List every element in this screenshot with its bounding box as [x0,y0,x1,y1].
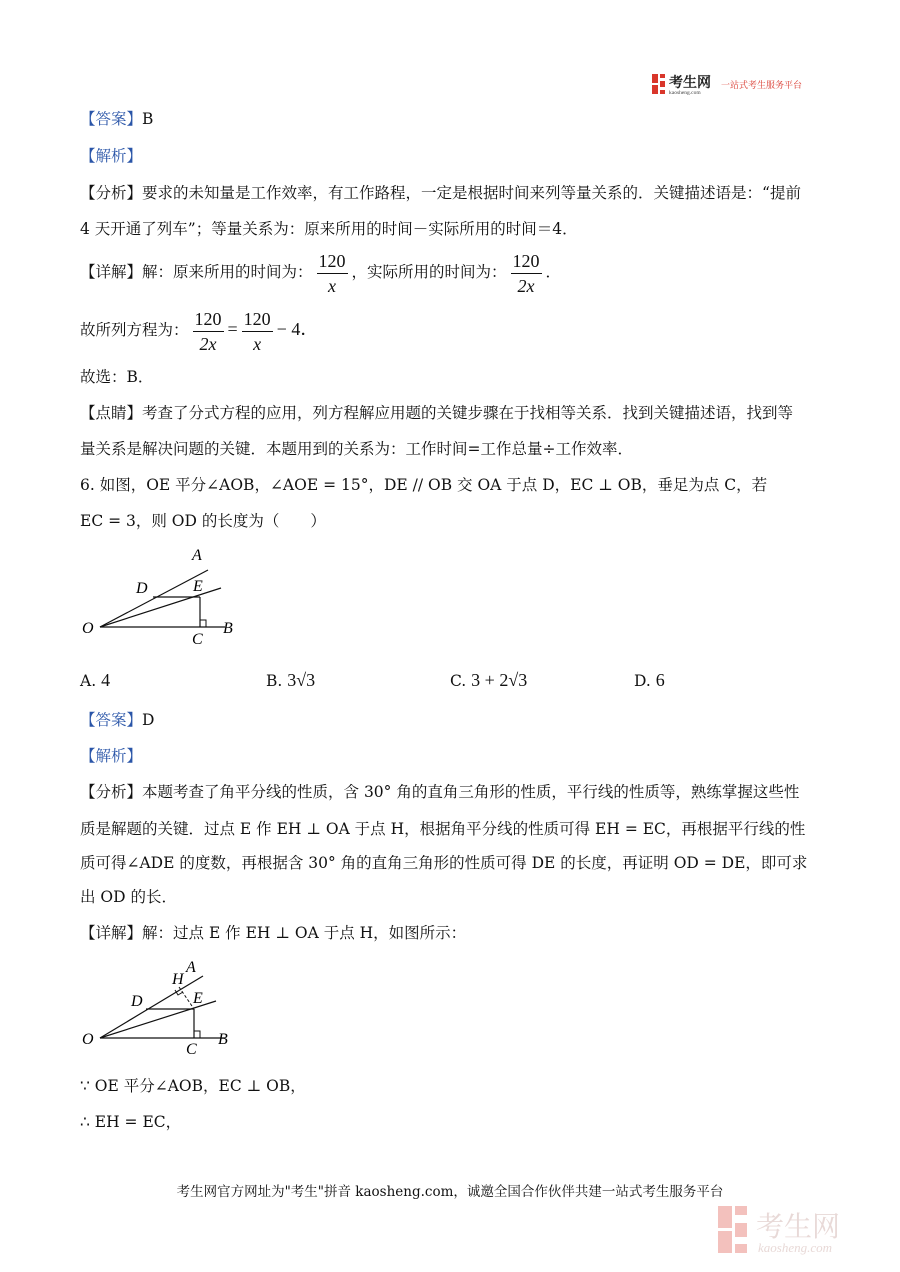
q6-figure-1 [78,540,248,650]
label-E: E [193,578,203,595]
watermark-mark-icon [718,1206,747,1253]
q6-answer-line: 【答案】D [80,711,155,729]
watermark-logo [718,1204,888,1260]
label-E2: E [193,990,203,1007]
q6-fenxi-line2: 质是解题的关键．过点 E 作 EH ⊥ OA 于点 H，根据角平分线的性质可得 EH = EC，再根据平行线的性 [80,820,806,838]
footer-text: 考生网官方网址为"考生"拼音 kaosheng.com，诚邀全国合作伙伴共建一站式考生服务平台 [176,1184,724,1200]
label-C2: C [186,1041,197,1058]
option-d[interactable]: D. 6 [634,670,665,690]
label-A: A [192,547,202,564]
q5-answer-line [80,108,153,130]
label-H: H [172,971,184,988]
fraction-120-over-2x: $\frac{120}{2x}$ [512,250,540,296]
q5-equation-line: 故所列方程为： $\frac{120}{2x}$ = $\frac{120}{x}$ − 4． [80,308,319,354]
answer-tag: 【答案】 [80,110,143,128]
logo-name: 考生网 [669,76,711,91]
q6-analysis-tag: 【解析】 [80,747,143,765]
q5-analysis-tag: 【解析】 [80,147,143,165]
q5-comment-line1: 【点睛】考查了分式方程的应用，列方程解应用题的关键步骤在于找相等关系．找到关键描述语，找到等 [80,404,794,422]
q6-figure-2 [78,954,248,1064]
logo-domain: kaosheng.com [669,90,701,96]
answer-value: B [142,110,154,128]
label-A2: A [186,959,196,976]
therefore-line: ∴ EH = EC， [80,1113,182,1131]
q6-stem-line2: EC = 3，则 OD 的长度为（ ） [80,512,326,530]
q5-fenxi-line1: 【分析】要求的未知量是工作效率，有工作路程，一定是根据时间来列等量关系的．关键描述语是：“提前 [80,184,801,202]
q5-fenxi-line2: 4 天开通了列车”；等量关系为：原来所用的时间－实际所用的时间＝4． [80,220,578,238]
watermark-cn: 考生网 [756,1212,841,1243]
watermark-en: kaosheng.com [758,1240,833,1255]
label-C: C [192,631,203,648]
q5-conclusion: 故选：B． [80,368,154,386]
label-D: D [136,580,148,597]
logo-slogan: 一站式考生服务平台 [721,80,803,90]
label-D2: D [131,993,143,1010]
because-line: ∵ OE 平分∠AOB，EC ⊥ OB， [80,1077,306,1095]
q6-fenxi-line1: 【分析】本题考查了角平分线的性质，含 30° 角的直角三角形的性质，平行线的性质等，熟练掌握这些性 [80,783,800,801]
q5-comment-line2: 量关系是解决问题的关键．本题用到的关系为：工作时间=工作总量÷工作效率． [80,440,633,458]
equation-rhs-fraction: $\frac{120}{x}$ [243,308,271,354]
label-O2: O [82,1031,94,1048]
q6-stem-line1: 6. 如图，OE 平分∠AOB，∠AOE = 15°，DE // OB 交 OA 于点 D，EC ⊥ OB，垂足为点 C，若 [80,476,768,494]
q6-fenxi-line3: 质可得∠ADE 的度数，再根据含 30° 角的直角三角形的性质可得 DE 的长度，再证明 OD = DE，即可求 [80,854,808,872]
logo-mark-icon [652,74,665,94]
option-b[interactable]: B. 3√3 [266,670,316,690]
option-a[interactable]: A. 4 [80,670,111,690]
q6-detail-line: 【详解】解：过点 E 作 EH ⊥ OA 于点 H，如图所示： [80,924,467,942]
header-logo [651,72,821,100]
q5-detail-line: 【详解】解：原来所用的时间为： $\frac{120}{x}$ ，实际所用的时间为： $\frac{120}{2x}$ ． [80,250,562,296]
q6-fenxi-line4: 出 OD 的长． [80,888,177,906]
option-c[interactable]: C. 3 + 2√3 [450,670,528,690]
equation-lhs-fraction: $\frac{120}{2x}$ [194,308,222,354]
fraction-120-over-x: $\frac{120}{x}$ [318,250,346,296]
label-O: O [82,620,94,637]
label-B: B [223,620,233,637]
label-B2: B [218,1031,228,1048]
